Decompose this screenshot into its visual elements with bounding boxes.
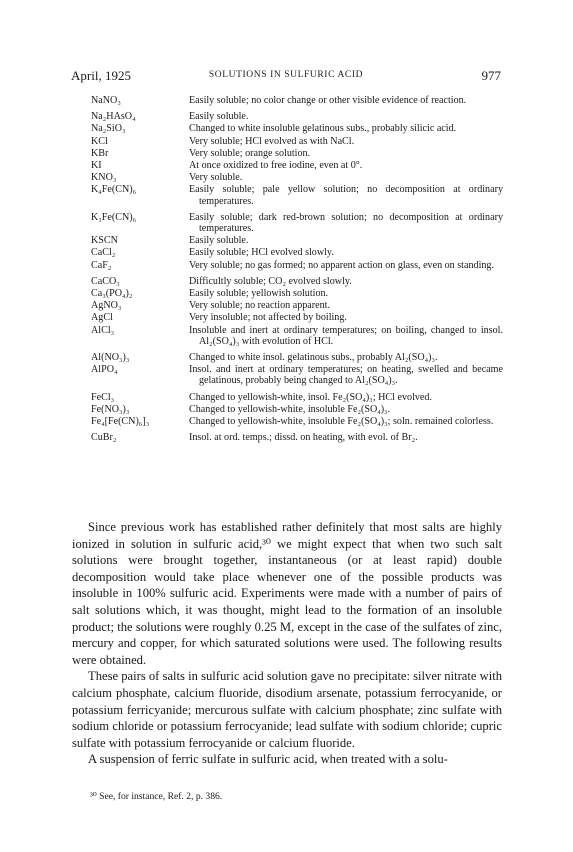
compound-cell: CaCl₂ <box>91 247 116 259</box>
compound-cell: AgCl <box>91 312 113 324</box>
description-cell: Very soluble; HCl evolved as with NaCl. <box>189 135 355 147</box>
compound-cell: Fe(NO₃)₃ <box>91 403 130 415</box>
solubility-table <box>91 95 503 444</box>
compound-cell: AgNO₃ <box>91 300 122 312</box>
compound-cell: KNO₃ <box>91 172 117 184</box>
compound-cell: CuBr₂ <box>91 432 117 444</box>
description-cell: Easily soluble; HCl evolved slowly. <box>189 247 334 259</box>
description-cell: Difficultly soluble; CO₂ evolved slowly. <box>189 275 352 287</box>
table-row <box>91 123 503 134</box>
compound-cell: CaF₂ <box>91 259 112 271</box>
header-title: SOLUTIONS IN SULFURIC ACID <box>208 70 364 80</box>
table-row <box>91 404 503 415</box>
compound-cell: KSCN <box>91 235 118 247</box>
description-cell: Changed to white insol. gelatinous subs., probably Al₂(SO₄)₃. <box>189 352 438 364</box>
paragraph-1: Since previous work has established rather definitely that most salts are highly ionized in solution in sulfuric acid,³⁰ we might expect that when two such salt solutions were brought together, instantaneous (or at least rapid) double decomposition would take place whenever one of the possible products was insoluble in 100% sulfuric acid. Experiments were made with a number of pairs of salt solutions which, it was thought, might lead to the formation of an insoluble product; the solutions were roughly 0.25 M, except in the case of the sulfates of zinc, mercury and copper, for which saturated solutions were used. The following results were obtained. <box>72 520 502 667</box>
table-row <box>91 312 503 323</box>
table-row <box>91 172 503 183</box>
compound-cell: Al(NO₃)₃ <box>91 352 130 364</box>
compound-cell: NaNO₃ <box>91 95 121 106</box>
description-cell: Very soluble. <box>189 172 243 184</box>
compound-cell: KI <box>91 160 102 172</box>
table-row <box>91 392 503 403</box>
table-row <box>91 260 503 271</box>
compound-cell: Na₂SiO₃ <box>91 123 126 135</box>
description-cell: Very insoluble; not affected by boiling. <box>189 312 347 324</box>
description-cell: Changed to white insoluble gelatinous subs., probably silicic acid. <box>189 123 457 135</box>
description-cell: Easily soluble. <box>189 235 249 247</box>
compound-cell: K₄Fe(CN)₆ <box>91 184 137 196</box>
description-cell: Changed to yellowish-white, insoluble Fe₂(SO₄)₃; soln. remained colorless. <box>189 416 494 428</box>
table-row <box>91 148 503 159</box>
description-cell: Very soluble; no gas formed; no apparent action on glass, even on standing. <box>189 259 494 271</box>
description-cell: At once oxidized to free iodine, even at 0°. <box>189 160 363 172</box>
description-cell: Easily soluble; no color change or other visible evidence of reaction. <box>189 95 467 106</box>
compound-cell: Ca₃(PO₄)₂ <box>91 288 133 300</box>
table-row <box>91 111 503 122</box>
description-cell: Very soluble; orange solution. <box>189 147 311 159</box>
running-header <box>71 68 501 86</box>
footnote: ³⁰ See, for instance, Ref. 2, p. 386. <box>90 791 223 802</box>
compound-cell: KCl <box>91 135 108 147</box>
description-cell: Changed to yellowish-white, insol. Fe₂(SO₄)₃; HCl evolved. <box>189 391 432 403</box>
table-row <box>91 136 503 147</box>
description-cell: Easily soluble. <box>189 111 249 123</box>
table-row <box>91 288 503 299</box>
description-cell: Insol. at ord. temps.; dissd. on heating, with evol. of Br₂. <box>189 432 418 444</box>
description-cell: Easily soluble; dark red-brown solution; no decomposition at ordinary temperatures. <box>189 211 503 235</box>
table-row <box>91 95 503 106</box>
table-row <box>91 416 503 427</box>
page-number: 977 <box>481 68 501 83</box>
compound-cell: Fe₄[Fe(CN)₆]₃ <box>91 416 150 428</box>
table-row <box>91 247 503 258</box>
compound-cell: Na₂HAsO₄ <box>91 111 136 123</box>
table-row <box>91 325 503 347</box>
table-row <box>91 276 503 287</box>
paragraph-2: These pairs of salts in sulfuric acid solution gave no precipitate: silver nitrate with calcium phosphate, calcium fluoride, disodium arsenate, potassium ferrocyanide, or potassium ferricyanide; mercurous sulfate with calcium phosphate; zinc sulfate with sodium chloride or potassium ferrocyanide; lead sulfate with sodium chloride; cupric sulfate with potassium ferrocyanide or calcium fluoride. <box>72 669 502 750</box>
description-cell: Easily soluble; yellowish solution. <box>189 288 329 300</box>
table-row <box>91 160 503 171</box>
description-cell: Changed to yellowish-white, insoluble Fe₂(SO₄)₃. <box>189 403 391 415</box>
compound-cell: FeCl₃ <box>91 391 115 403</box>
compound-cell: CaCO₃ <box>91 275 120 287</box>
table-row <box>91 364 503 386</box>
table-row <box>91 184 503 206</box>
table-row <box>91 212 503 234</box>
description-cell: Insoluble and inert at ordinary temperatures; on boiling, changed to insol. Al₂(SO₄)₃ with evolution of HCl. <box>189 324 503 347</box>
description-cell: Insol. and inert at ordinary temperatures; on heating, swelled and became gelatinous, probably being changed to Al₂(SO₄)₃. <box>189 364 503 387</box>
paragraph-3: A suspension of ferric sulfate in sulfuric acid, when treated with a solu- <box>88 752 448 767</box>
table-row <box>91 432 503 443</box>
header-date: April, 1925 <box>71 68 131 83</box>
body-text <box>72 519 502 768</box>
description-cell: Very soluble; no reaction apparent. <box>189 300 330 312</box>
table-row <box>91 300 503 311</box>
description-cell: Easily soluble; pale yellow solution; no decomposition at ordinary temperatures. <box>189 184 503 207</box>
table-row <box>91 352 503 363</box>
compound-cell: AlPO₄ <box>91 364 118 376</box>
table-row <box>91 235 503 246</box>
compound-cell: KBr <box>91 147 109 159</box>
compound-cell: K₃Fe(CN)₆ <box>91 211 137 223</box>
compound-cell: AlCl₃ <box>91 324 115 336</box>
